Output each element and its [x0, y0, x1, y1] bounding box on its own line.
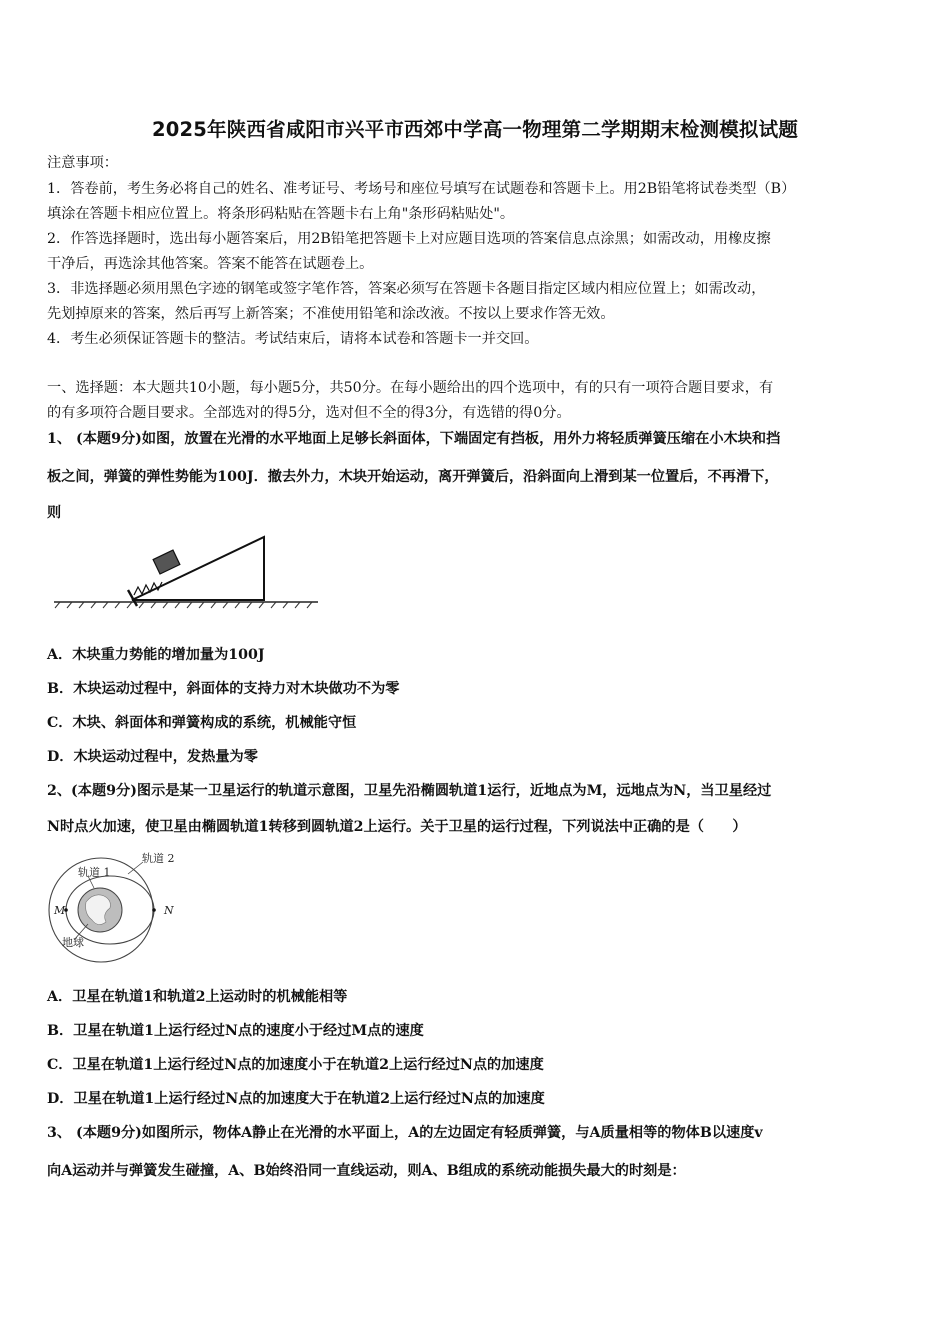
orbit-figure — [44, 848, 184, 966]
notice-line: 4．考生必须保证答题卡的整洁。考试结束后，请将本试卷和答题卡一并交回。 — [47, 331, 539, 347]
earth-label: 地球 — [62, 936, 84, 949]
page-title: 2025年陕西省咸阳市兴平市西郊中学高一物理第二学期期末检测模拟试题 — [151, 118, 799, 141]
orbit-2-label: 轨道 2 — [142, 852, 175, 865]
section-intro: 一、选择题：本大题共10小题，每小题5分，共50分。在每小题给出的四个选项中，有的只有一项符合题目要求，有 — [47, 380, 774, 396]
q1-option-d: D．木块运动过程中，发热量为零 — [47, 749, 258, 765]
section-intro: 的有多项符合题目要求。全部选对的得5分，选对但不全的得3分，有选错的得0分。 — [47, 405, 571, 421]
notice-heading: 注意事项： — [47, 155, 118, 171]
incline-wedge — [132, 537, 264, 600]
q2-stem: 2、(本题9分)图示是某一卫星运行的轨道示意图，卫星先沿椭圆轨道1运行，近地点为M，远地点为N，当卫星经过 — [47, 783, 772, 799]
q3-stem: 3、 (本题9分)如图所示，物体A静止在光滑的水平面上，A的左边固定有轻质弹簧，与A质量相等的物体B以速度v — [47, 1125, 763, 1141]
point-n-label: N — [164, 904, 174, 917]
q2-option-a: A．卫星在轨道1和轨道2上运动时的机械能相等 — [47, 989, 348, 1005]
q3-stem: 向A运动并与弹簧发生碰撞，A、B始终沿同一直线运动，则A、B组成的系统动能损失最大的时刻是： — [47, 1163, 686, 1179]
q1-stem: 1、 (本题9分)如图，放置在光滑的水平地面上足够长斜面体，下端固定有挡板，用外力将轻质弹簧压缩在小木块和挡 — [47, 431, 781, 447]
q2-stem: N时点火加速，使卫星由椭圆轨道1转移到圆轨道2上运行。关于卫星的运行过程，下列说法中正确的是（ ） — [47, 819, 747, 835]
notice-line: 1．答卷前，考生务必将自己的姓名、准考证号、考场号和座位号填写在试题卷和答题卡上。用2B铅笔将试卷类型（B） — [47, 181, 796, 197]
notice-line: 3．非选择题必须用黑色字迹的钢笔或签字笔作答，答案必须写在答题卡各题目指定区域内相应位置上；如需改动， — [47, 281, 766, 297]
q2-option-d: D．卫星在轨道1上运行经过N点的加速度大于在轨道2上运行经过N点的加速度 — [47, 1091, 545, 1107]
ground-hatching — [55, 602, 312, 608]
incline-figure — [52, 532, 322, 610]
notice-line: 2．作答选择题时，选出每小题答案后，用2B铅笔把答题卡上对应题目选项的答案信息点涂黑；如需改动，用橡皮擦 — [47, 231, 771, 247]
q1-option-a: A．木块重力势能的增加量为100J — [47, 647, 265, 663]
notice-line: 先划掉原来的答案，然后再写上新答案；不准使用铅笔和涂改液。不按以上要求作答无效。 — [47, 306, 615, 322]
point-m-label: M — [54, 904, 66, 917]
wooden-block — [153, 550, 180, 574]
q2-option-c: C．卫星在轨道1上运行经过N点的加速度小于在轨道2上运行经过N点的加速度 — [47, 1057, 544, 1073]
q1-option-c: C．木块、斜面体和弹簧构成的系统，机械能守恒 — [47, 715, 357, 731]
notice-line: 填涂在答题卡相应位置上。将条形码粘贴在答题卡右上角"条形码粘贴处"。 — [47, 206, 515, 222]
notice-line: 干净后，再选涂其他答案。答案不能答在试题卷上。 — [47, 256, 374, 272]
q2-option-b: B．卫星在轨道1上运行经过N点的速度小于经过M点的速度 — [47, 1023, 424, 1039]
point-n — [152, 908, 156, 912]
orbit-1-label: 轨道 1 — [78, 866, 111, 879]
q1-stem: 则 — [47, 505, 62, 521]
q1-stem: 板之间，弹簧的弹性势能为100J．撤去外力，木块开始运动，离开弹簧后，沿斜面向上滑到某一位置后，不再滑下， — [47, 469, 779, 485]
q1-option-b: B．木块运动过程中，斜面体的支持力对木块做功不为零 — [47, 681, 400, 697]
